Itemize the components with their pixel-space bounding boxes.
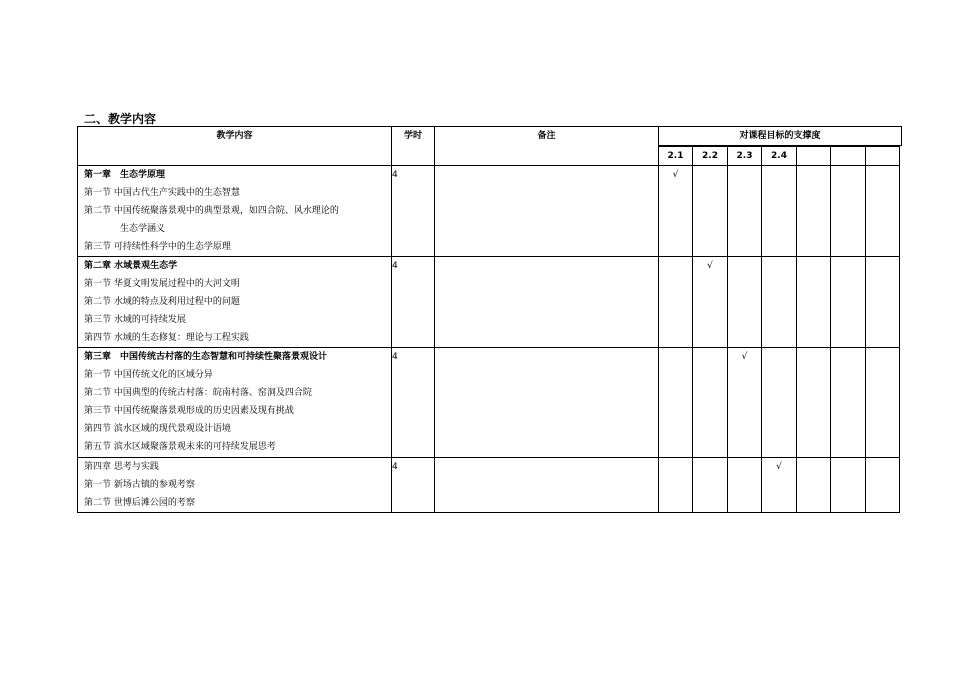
chapter-row-4 bbox=[78, 458, 900, 513]
chapter-2-title: 第二章 水域景观生态学 bbox=[84, 261, 178, 271]
chapter-4-notes bbox=[435, 458, 659, 513]
chapter-2-check: √ bbox=[693, 257, 728, 348]
header-content: 教学内容 bbox=[78, 127, 392, 166]
chapter-row-1 bbox=[78, 166, 900, 257]
header-support: 对课程目标的支撑度 bbox=[658, 126, 902, 146]
header-hours: 学时 bbox=[392, 127, 435, 166]
chapter-3-section-4: 第四节 滨水区域的现代景观设计语境 bbox=[84, 424, 231, 434]
chapter-1-section-1: 第一节 中国古代生产实践中的生态智慧 bbox=[84, 188, 240, 198]
goal-col-6 bbox=[831, 147, 866, 166]
goal-col-7 bbox=[866, 147, 900, 166]
chapter-2-notes bbox=[435, 257, 659, 348]
chapter-1-check: √ bbox=[659, 166, 693, 257]
chapter-row-2 bbox=[78, 257, 900, 348]
chapter-1-section-2-cont: 生态学涵义 bbox=[120, 224, 166, 234]
chapter-3-check: √ bbox=[728, 348, 762, 458]
chapter-3-hours: 4 bbox=[392, 348, 435, 458]
chapter-4-section-1: 第一节 新场古镇的参观考察 bbox=[84, 480, 195, 490]
chapter-4-title: 第四章 思考与实践 bbox=[84, 462, 159, 472]
chapter-4-hours: 4 bbox=[392, 458, 435, 513]
chapter-3-content bbox=[78, 348, 392, 458]
chapter-4-content bbox=[78, 458, 392, 513]
chapter-2-section-4: 第四节 水域的生态修复：理论与工程实践 bbox=[84, 333, 249, 343]
header-notes: 备注 bbox=[435, 127, 659, 166]
chapter-3-title: 第三章 中国传统古村落的生态智慧和可持续性聚落景观设计 bbox=[84, 352, 328, 362]
goal-col-2: 2.2 bbox=[693, 147, 728, 166]
goal-col-3: 2.3 bbox=[728, 147, 762, 166]
chapter-1-title: 第一章 生态学原理 bbox=[84, 170, 166, 180]
chapter-3-section-2: 第二节 中国典型的传统古村落：皖南村落、窑洞及四合院 bbox=[84, 388, 312, 398]
goal-col-4: 2.4 bbox=[762, 147, 797, 166]
chapter-row-3 bbox=[78, 348, 900, 458]
chapter-1-content bbox=[78, 166, 392, 257]
chapter-3-section-1: 第一节 中国传统文化的区域分异 bbox=[84, 370, 213, 380]
chapter-2-hours: 4 bbox=[392, 257, 435, 348]
chapter-1-section-3: 第三节 可持续性科学中的生态学原理 bbox=[84, 242, 231, 252]
chapter-3-notes bbox=[435, 348, 659, 458]
chapter-1-notes bbox=[435, 166, 659, 257]
chapter-2-content bbox=[78, 257, 392, 348]
teaching-content-table bbox=[77, 126, 900, 513]
chapter-1-section-2: 第二节 中国传统聚落景观中的典型景观，如四合院、风水理论的 bbox=[84, 206, 339, 216]
chapter-2-section-2: 第二节 水域的特点及利用过程中的问题 bbox=[84, 297, 240, 307]
chapter-2-section-1: 第一节 华夏文明发展过程中的大河文明 bbox=[84, 279, 240, 289]
chapter-3-section-3: 第三节 中国传统聚落景观形成的历史因素及现有挑战 bbox=[84, 406, 294, 416]
chapter-2-section-3: 第三节 水域的可持续发展 bbox=[84, 315, 186, 325]
goal-col-5 bbox=[797, 147, 831, 166]
chapter-4-section-2: 第二节 世博后滩公园的考察 bbox=[84, 498, 195, 508]
section-title: 二、教学内容 bbox=[84, 112, 157, 126]
chapter-1-hours: 4 bbox=[392, 166, 435, 257]
goal-col-1: 2.1 bbox=[659, 147, 693, 166]
chapter-3-section-5: 第五节 滨水区域聚落景观未来的可持续发展思考 bbox=[84, 442, 276, 452]
chapter-4-check: √ bbox=[762, 458, 797, 513]
